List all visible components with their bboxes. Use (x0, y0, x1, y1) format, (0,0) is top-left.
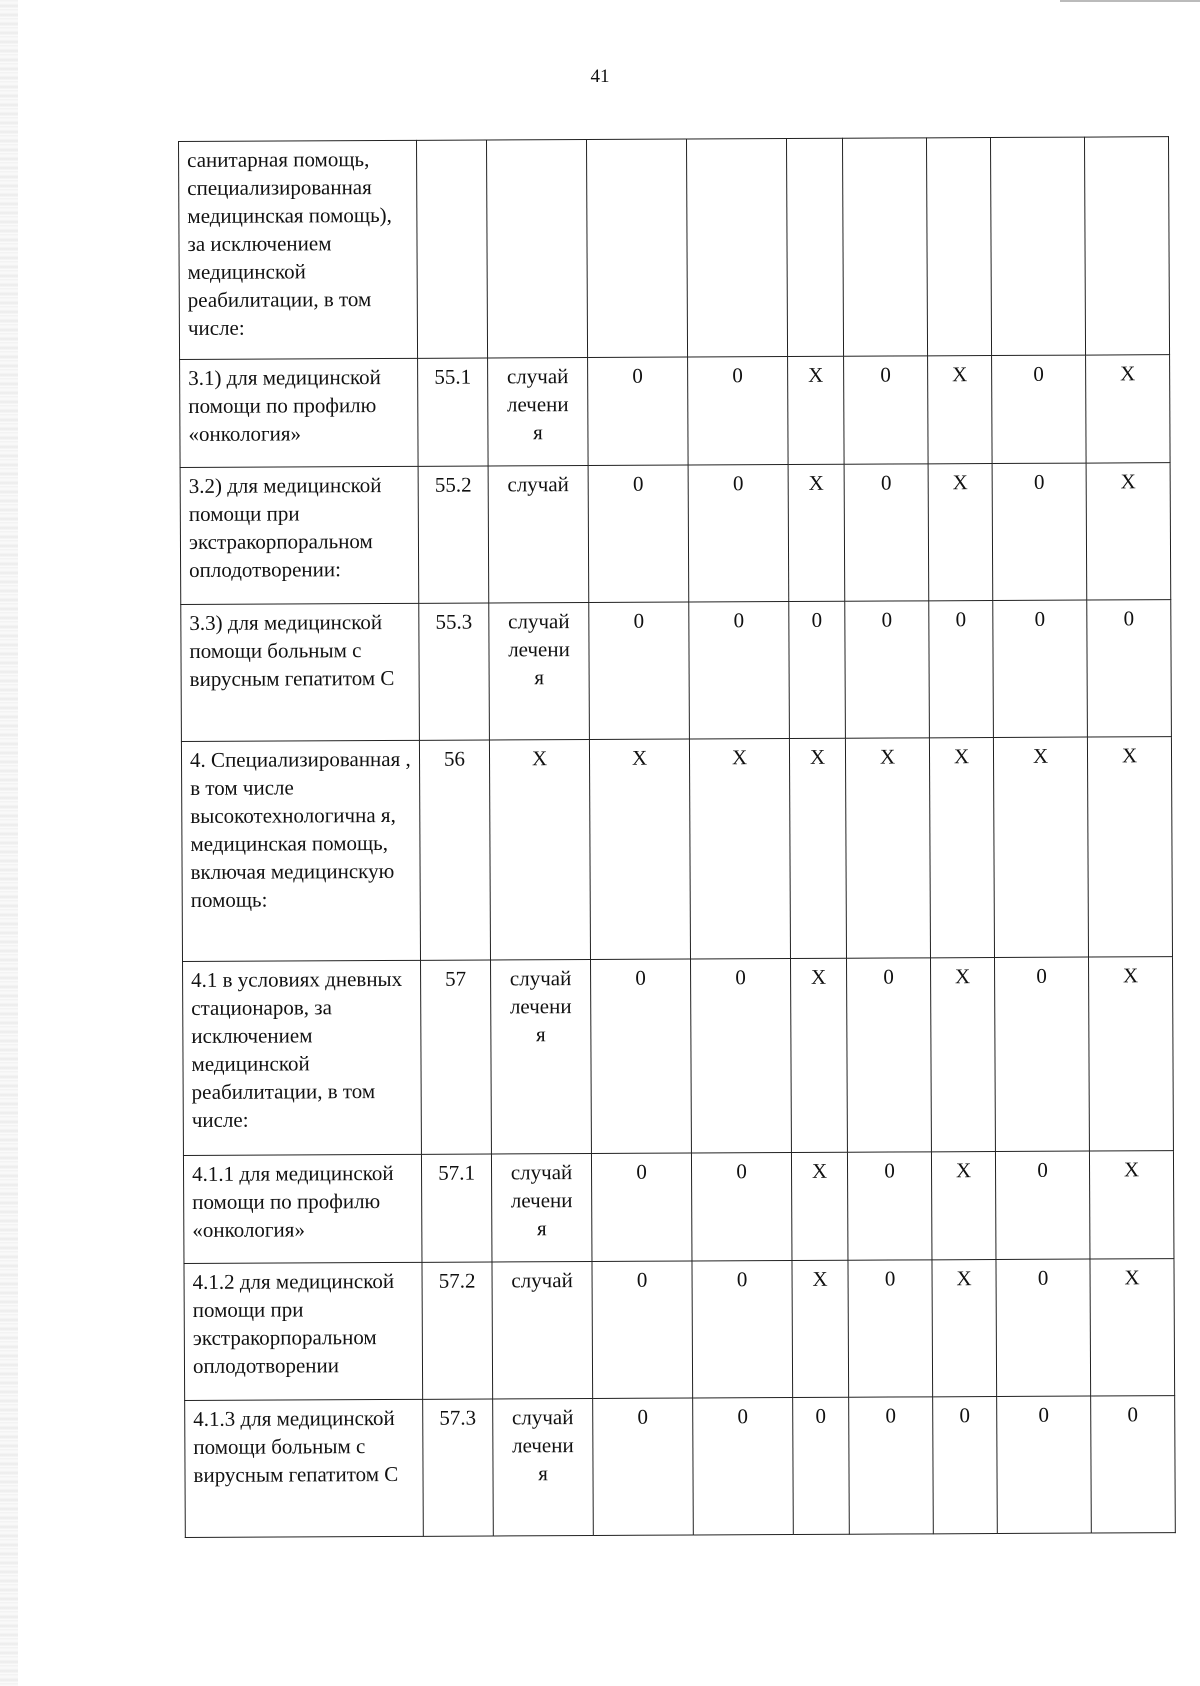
value-cell (1084, 137, 1169, 355)
row-code: 57.3 (423, 1399, 494, 1536)
row-unit: случай лечени я (489, 602, 590, 739)
value-cell: 0 (995, 957, 1090, 1151)
table-row (184, 1259, 1175, 1401)
value-cell: 0 (844, 356, 929, 464)
value-cell: X (1089, 1151, 1174, 1259)
value-cell: X (788, 356, 845, 464)
value-cell: 0 (933, 1397, 998, 1534)
value-cell: 0 (691, 959, 792, 1153)
value-cell: 0 (995, 1151, 1090, 1259)
value-cell: 0 (849, 1397, 934, 1534)
value-cell: X (1090, 1259, 1175, 1396)
value-cell: 0 (997, 1396, 1092, 1533)
value-cell: 0 (692, 1261, 793, 1398)
value-cell: X (929, 738, 994, 958)
row-code: 57.2 (422, 1262, 493, 1399)
value-cell: 0 (589, 602, 690, 739)
value-cell: 0 (1091, 1396, 1176, 1533)
value-cell: 0 (789, 601, 846, 738)
value-cell: 0 (688, 465, 789, 602)
table-body (179, 137, 1176, 1538)
value-cell: 0 (691, 1153, 792, 1261)
value-cell: 0 (929, 601, 994, 738)
scan-top-line (1060, 0, 1200, 2)
row-unit: случай лечени я (493, 1398, 594, 1535)
row-description: 4.1.2 для медицинской помощи при экстракорпоральном оплодотворении (184, 1262, 423, 1400)
row-code: 56 (419, 740, 490, 960)
row-description: 4.1.1 для медицинской помощи по профилю «онкология» (183, 1154, 422, 1263)
value-cell (990, 137, 1085, 355)
value-cell: X (845, 738, 930, 958)
value-cell: 0 (847, 958, 932, 1152)
value-cell (686, 139, 787, 357)
value-cell: X (788, 464, 845, 601)
value-cell: X (791, 958, 848, 1152)
page-number: 41 (590, 66, 610, 87)
value-cell: X (1086, 463, 1171, 600)
value-cell: X (1088, 957, 1173, 1151)
value-cell: 0 (847, 1152, 932, 1260)
row-code: 57.1 (421, 1154, 492, 1262)
value-cell (786, 138, 843, 356)
row-description: 3.1) для медицинской помощи по профилю «онкология» (180, 358, 419, 467)
value-cell (842, 138, 927, 356)
value-cell: 0 (588, 465, 689, 602)
row-code (416, 140, 487, 358)
table-row (181, 600, 1172, 742)
row-unit: случай лечени я (491, 1153, 592, 1261)
row-unit: случай (492, 1261, 593, 1398)
value-cell: X (932, 1260, 997, 1397)
row-code: 55.3 (419, 603, 490, 740)
value-cell: X (1086, 355, 1171, 463)
table-row (183, 957, 1174, 1156)
value-cell: 0 (693, 1398, 794, 1535)
table-row (179, 137, 1170, 360)
value-cell: 0 (591, 1153, 692, 1261)
value-cell: X (993, 737, 1088, 957)
row-unit: X (489, 739, 590, 959)
value-cell: 0 (844, 464, 929, 601)
value-cell: 0 (588, 357, 689, 465)
value-cell: 0 (689, 602, 790, 739)
row-description: 4. Специализированная , в том числе высокотехнологична я, медицинская помощь, включая медицинскую помощь: (181, 740, 420, 961)
value-cell: 0 (793, 1397, 850, 1534)
value-cell: 0 (1087, 600, 1172, 737)
value-cell (926, 138, 991, 356)
table-row (181, 737, 1172, 962)
scan-edge (0, 0, 18, 1686)
table-row (183, 1151, 1174, 1264)
value-cell: 0 (992, 355, 1087, 463)
value-cell: 0 (996, 1259, 1091, 1396)
value-cell: X (589, 739, 690, 959)
row-unit: случай лечени я (491, 959, 592, 1153)
row-code: 55.2 (418, 466, 489, 603)
row-description: 3.3) для медицинской помощи больным с вирусным гепатитом С (181, 603, 420, 741)
value-cell: 0 (845, 601, 930, 738)
row-code: 55.1 (418, 358, 489, 466)
value-cell: 0 (992, 463, 1087, 600)
value-cell: 0 (592, 1261, 693, 1398)
value-cell: X (791, 1152, 848, 1260)
value-cell: 0 (993, 600, 1088, 737)
value-cell: X (689, 739, 790, 959)
row-unit: случай (488, 465, 589, 602)
table-row (185, 1396, 1176, 1538)
value-cell: X (928, 464, 993, 601)
row-unit (486, 140, 587, 358)
table-row (180, 355, 1171, 468)
row-unit: случай лечени я (488, 358, 589, 466)
value-cell: X (931, 958, 996, 1152)
value-cell: 0 (593, 1398, 694, 1535)
row-code: 57 (421, 960, 492, 1154)
row-description: 4.1.3 для медицинской помощи больным с вирусным гепатитом С (185, 1399, 424, 1537)
value-cell: X (1087, 737, 1172, 957)
value-cell: 0 (591, 959, 692, 1153)
value-cell: X (792, 1260, 849, 1397)
row-description: 4.1 в условиях дневных стационаров, за исключением медицинской реабилитации, в том числе: (183, 960, 422, 1155)
value-cell: 0 (848, 1260, 933, 1397)
data-table (178, 136, 1176, 1538)
row-description: 3.2) для медицинской помощи при экстракорпоральном оплодотворении: (180, 466, 419, 604)
table-row (180, 463, 1171, 605)
value-cell: X (928, 356, 993, 464)
value-cell: X (931, 1152, 996, 1260)
value-cell (586, 139, 687, 357)
value-cell: X (789, 738, 846, 958)
row-description: санитарная помощь, специализированная медицинская помощь), за исключением медицинской реабилитации, в том числе: (179, 140, 418, 359)
value-cell: 0 (688, 357, 789, 465)
